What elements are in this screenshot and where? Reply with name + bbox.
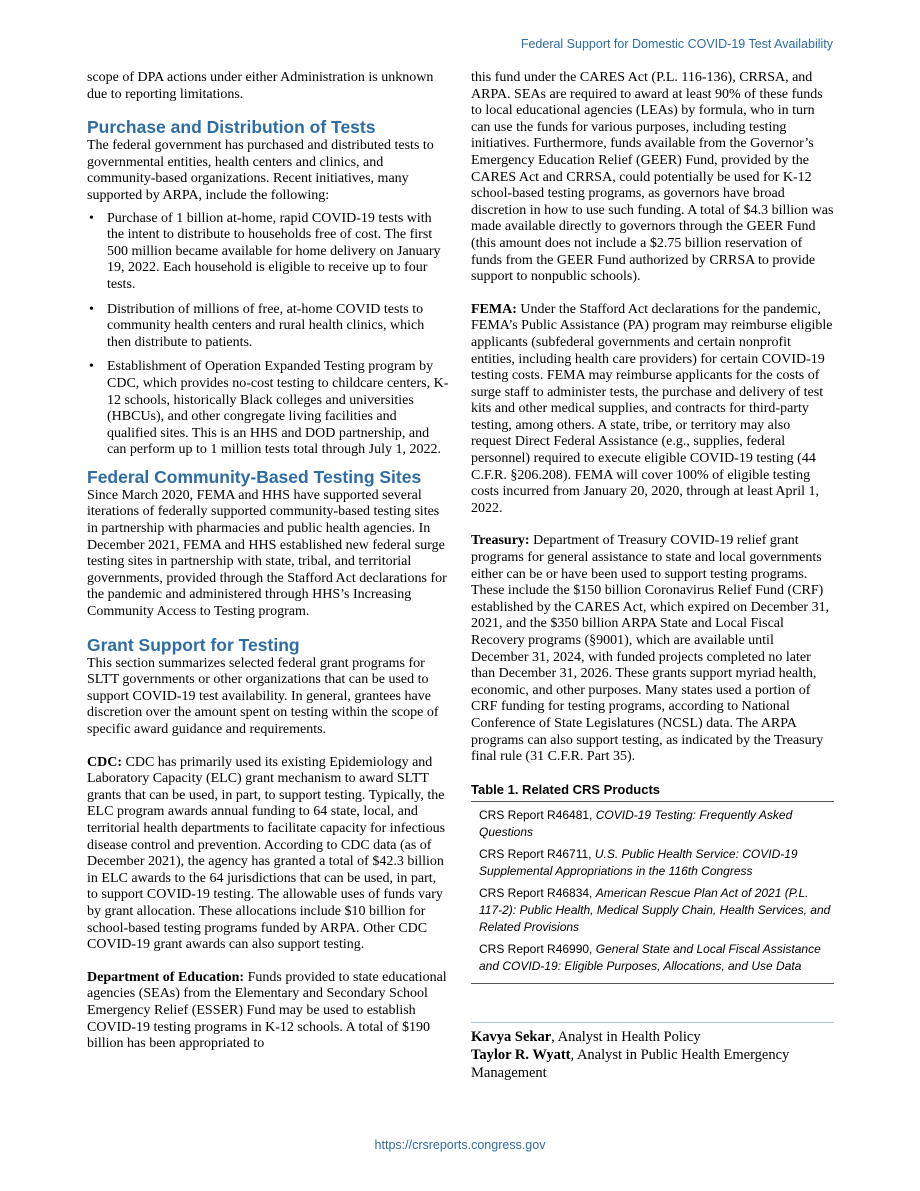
fema-paragraph xyxy=(471,302,834,518)
right-column xyxy=(471,70,834,1082)
fema-body: Under the Stafford Act declarations for the pandemic, FEMA’s Public Assistance (PA) program may reimburse eligible applicants (subfederal governments and certain nonprofit entities, including health care providers) for certain COVID-19 testing costs. FEMA may reimburse applicants for the costs of surge staff to administer tests, the purchase and delivery of test kits and other medical supplies, and contracts for third-party testing, among others. A state, tribe, or territory may also request Direct Federal Assistance (e.g., supplies, federal personnel) required to execute eligible COVID-19 testing (44 C.F.R. §206.208). FEMA will cover 100% of eligible testing costs incurred from January 20, 2020, through at least April 1, 2022. xyxy=(471,301,833,516)
report-title-link[interactable]: American Rescue Plan Act of 2021 (P.L. 117-2): Public Health, Medical Supply Chain, Health Services, and Related Provisions xyxy=(479,885,831,934)
treasury-body: Department of Treasury COVID-19 relief grant programs for general assistance to state and local governments either can be or have been used to support testing programs. These include the $150 billion Coronavirus Relief Fund (CRF) established by the CARES Act, which expired on December 31, 2021, and the $350 billion ARPA State and Local Fiscal Recovery programs (§9001), which are available until December 31, 2024, with funded projects completed no later than December 31, 2026. These grants support myriad health, economic, and other purposes. Many states used a portion of CRF funding for testing programs, according to National Conference of State Legislatures (NCSL) data. The ARPA programs can also support testing, as indicated by the Treasury final rule (31 C.F.R. Part 35). xyxy=(471,533,830,765)
table-row xyxy=(479,846,834,880)
author-role: , Analyst in Health Policy xyxy=(551,1028,701,1045)
grant-heading: Grant Support for Testing xyxy=(87,634,300,655)
fema-lead: FEMA: xyxy=(471,301,517,317)
community-heading: Federal Community-Based Testing Sites xyxy=(87,466,422,487)
table-row xyxy=(479,885,834,936)
author-line xyxy=(471,1046,834,1082)
table-row xyxy=(479,941,834,975)
purchase-heading: Purchase and Distribution of Tests xyxy=(87,117,376,138)
report-number: CRS Report R46711, xyxy=(479,846,595,861)
education-lead: Department of Education: xyxy=(87,969,245,985)
list-item: • Establishment of Operation Expanded Testing program by CDC, which provides no-cost testing to childcare centers, K-12 schools, historically Black colleges and universities (HBCUs), and other congregate living facilities and qualified sites. This is an HHS and DOD partnership, and can perform up to 1 million tests total through July 1, 2022. xyxy=(87,359,449,459)
education-paragraph xyxy=(87,970,449,1053)
table-title: Table 1. Related CRS Products xyxy=(471,781,661,797)
report-number: CRS Report R46481, xyxy=(479,807,596,822)
cdc-lead: CDC: xyxy=(87,754,122,770)
education-body: Funds provided to state educational agencies (SEAs) from the Elementary and Secondary School Emergency Relief (ESSER) Fund may be used to establish COVID-19 testing programs in K-12 schools. A total of $190 billion has been appropriated to xyxy=(87,969,447,1052)
report-number: CRS Report R46834, xyxy=(479,885,596,900)
report-title-link[interactable]: COVID-19 Testing: Frequently Asked Questions xyxy=(479,807,793,839)
related-products-table xyxy=(471,801,834,984)
author-name: Taylor R. Wyatt xyxy=(471,1046,571,1063)
treasury-lead: Treasury: xyxy=(471,533,530,549)
grant-paragraph: This section summarizes selected federal grant programs for SLTT governments or other organizations that can be used to support COVID-19 test availability. In general, grantees have discretion over the amount spent on testing within the scope of specific award guidance and requirements. xyxy=(87,655,439,737)
left-column xyxy=(87,70,449,1053)
footer-url-link[interactable]: https://crsreports.congress.gov xyxy=(374,1138,546,1152)
author-block xyxy=(471,1022,834,1082)
purchase-bullet-list xyxy=(87,211,449,459)
education-continued-paragraph: this fund under the CARES Act (P.L. 116-136), CRRSA, and ARPA. SEAs are required to award at least 90% of these funds to local educational agencies (LEAs) by formula, who in turn can use the funds for various purposes, including testing initiatives. Furthermore, funds available from the Governor’s Emergency Education Relief (GEER) Fund, provided by the CARES Act and CRRSA, could potentially be used for K-12 school-based testing programs, as governors have broad discretion in how to use such funding. A total of $4.3 billion was made available directly to governors through the GEER Fund (this amount does not include a $2.75 billion reservation of funds from the GEER Fund authorized by CRRSA to provide support to nonpublic schools). xyxy=(471,70,834,285)
author-name: Kavya Sekar xyxy=(471,1028,552,1045)
community-paragraph: Since March 2020, FEMA and HHS have supported several iterations of federally supported community-based testing sites in partnership with pharmacies and public health agencies. In December 2021, FEMA and HHS established new federal surge testing sites in partnership with state, tribal, and territorial governments, provided through the Stafford Act declarations for the pandemic and administered through HHS’s Increasing Community Access to Testing program. xyxy=(87,487,447,620)
purchase-paragraph: The federal government has purchased and distributed tests to governmental entities, health centers and clinics, and community-based organizations. Recent initiatives, many supported by ARPA, include the following: xyxy=(87,138,434,203)
report-number: CRS Report R46990, xyxy=(479,941,596,956)
cdc-paragraph xyxy=(87,755,449,954)
author-line xyxy=(471,1028,834,1046)
cdc-body: CDC has primarily used its existing Epidemiology and Laboratory Capacity (ELC) grant mechanism to award SLTT grants that can be used, in part, to support testing. Typically, the ELC program awards annual funding to 64 state, local, and territorial health departments to facilitate capacity for infectious disease control and prevention. According to CDC data (as of December 2021), the agency has granted a total of $42.3 billion in ELC awards to the 64 jurisdictions that can be used, in part, to support COVID-19 testing. The allowable uses of funds vary by grant allocation. These allocations include $10 billion for school-based testing programs funded by ARPA. Other CDC COVID-19 grant awards can also support testing. xyxy=(87,754,446,953)
running-header-title: Federal Support for Domestic COVID-19 Test Availability xyxy=(520,37,833,51)
report-title-link[interactable]: General State and Local Fiscal Assistance and COVID-19: Eligible Purposes, Allocations, and Use Data xyxy=(479,941,821,973)
treasury-paragraph xyxy=(471,533,834,765)
table-row xyxy=(479,807,834,841)
list-item: • Distribution of millions of free, at-home COVID tests to community health centers and rural health clinics, which then distribute to patients. xyxy=(87,302,449,352)
list-item: • Purchase of 1 billion at-home, rapid COVID-19 tests with the intent to distribute to households free of cost. The first 500 million became available for home delivery on January 19, 2022. Each household is eligible to receive up to four tests. xyxy=(87,211,449,294)
intro-paragraph: scope of DPA actions under either Administration is unknown due to reporting limitations. xyxy=(87,70,434,102)
author-role: , Analyst in Public Health Emergency Management xyxy=(471,1046,790,1081)
report-title-link[interactable]: U.S. Public Health Service: COVID-19 Supplemental Appropriations in the 116th Congress xyxy=(479,846,798,878)
